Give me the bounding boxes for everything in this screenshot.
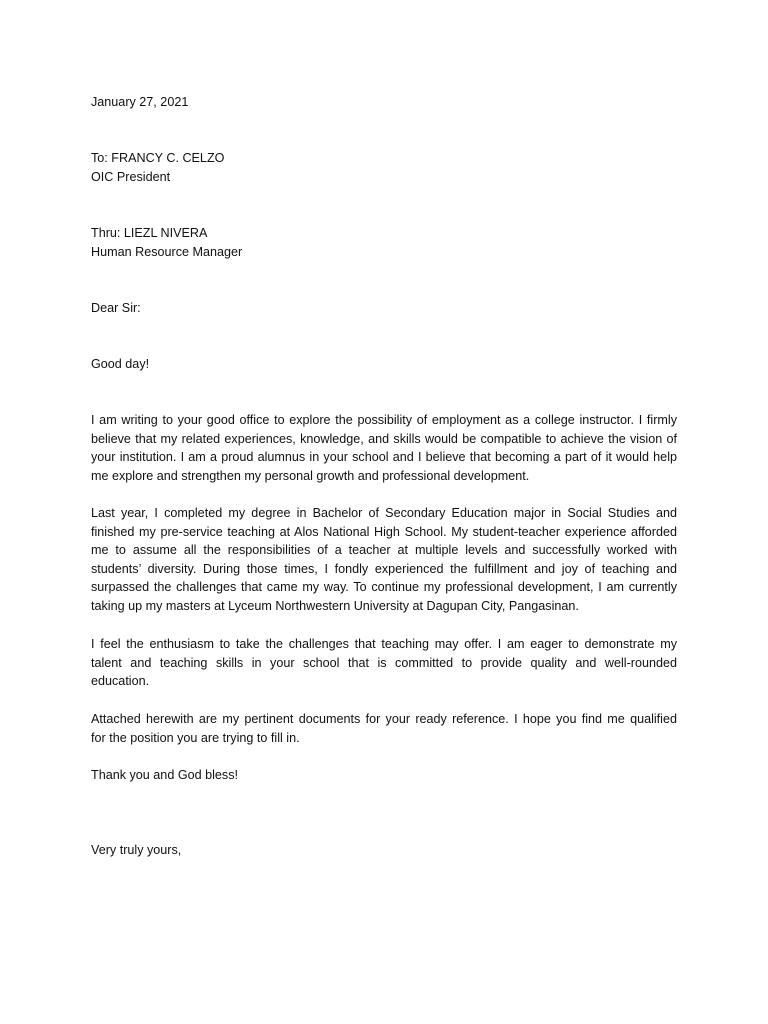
letter-date: January 27, 2021 xyxy=(91,95,189,109)
recipient-thru-title: Human Resource Manager xyxy=(91,245,243,259)
paragraph-line: for the position you are trying to fill in. xyxy=(91,730,300,745)
paragraph-line: students’ diversity. During those times, I fondly experienced the fulfillment and joy of teaching and xyxy=(91,561,677,576)
paragraph-line: I am writing to your good office to explore the possibility of employment as a college instructor. I firmly xyxy=(91,413,677,427)
thanks-line: Thank you and God bless! xyxy=(91,768,239,782)
paragraph-line: talent and teaching skills in your school that is committed to provide quality and well-rounded xyxy=(91,655,677,670)
body-paragraph-3 xyxy=(91,635,677,691)
body-paragraph-4 xyxy=(91,710,677,747)
recipient-to-line: To: FRANCY C. CELZO xyxy=(91,151,225,165)
paragraph-line: finished my pre-service teaching at Alos National High School. My student-teacher experience afforded xyxy=(91,524,677,539)
paragraph-line: Attached herewith are my pertinent documents for your ready reference. I hope you find me qualified xyxy=(91,712,677,726)
paragraph-line: education. xyxy=(91,674,150,689)
salutation: Dear Sir: xyxy=(91,301,141,315)
paragraph-line: believe that my related experiences, knowledge, and skills would be compatible to achieve the vision of xyxy=(91,431,677,446)
paragraph-line: me explore and strengthen my personal growth and professional development. xyxy=(91,468,530,483)
body-paragraph-2 xyxy=(91,504,677,616)
paragraph-line: I feel the enthusiasm to take the challenges that teaching may offer. I am eager to demonstrate my xyxy=(91,637,677,651)
recipient-to-title: OIC President xyxy=(91,170,171,184)
paragraph-line: taking up my masters at Lyceum Northwestern University at Dagupan City, Pangasinan. xyxy=(91,598,579,613)
recipient-thru-line: Thru: LIEZL NIVERA xyxy=(91,226,208,240)
paragraph-line: me to assume all the responsibilities of a teacher at multiple levels and successfully worked with xyxy=(91,543,677,558)
paragraph-line: Last year, I completed my degree in Bachelor of Secondary Education major in Social Studies and xyxy=(91,506,677,520)
closing-line: Very truly yours, xyxy=(91,843,182,857)
body-paragraph-1 xyxy=(91,411,677,485)
greeting: Good day! xyxy=(91,357,150,371)
paragraph-line: surpassed the challenges that came my way. To continue my professional development, I am currently xyxy=(91,580,677,595)
paragraph-line: your institution. I am a proud alumnus in your school and I believe that becoming a part of it would help xyxy=(91,450,677,465)
